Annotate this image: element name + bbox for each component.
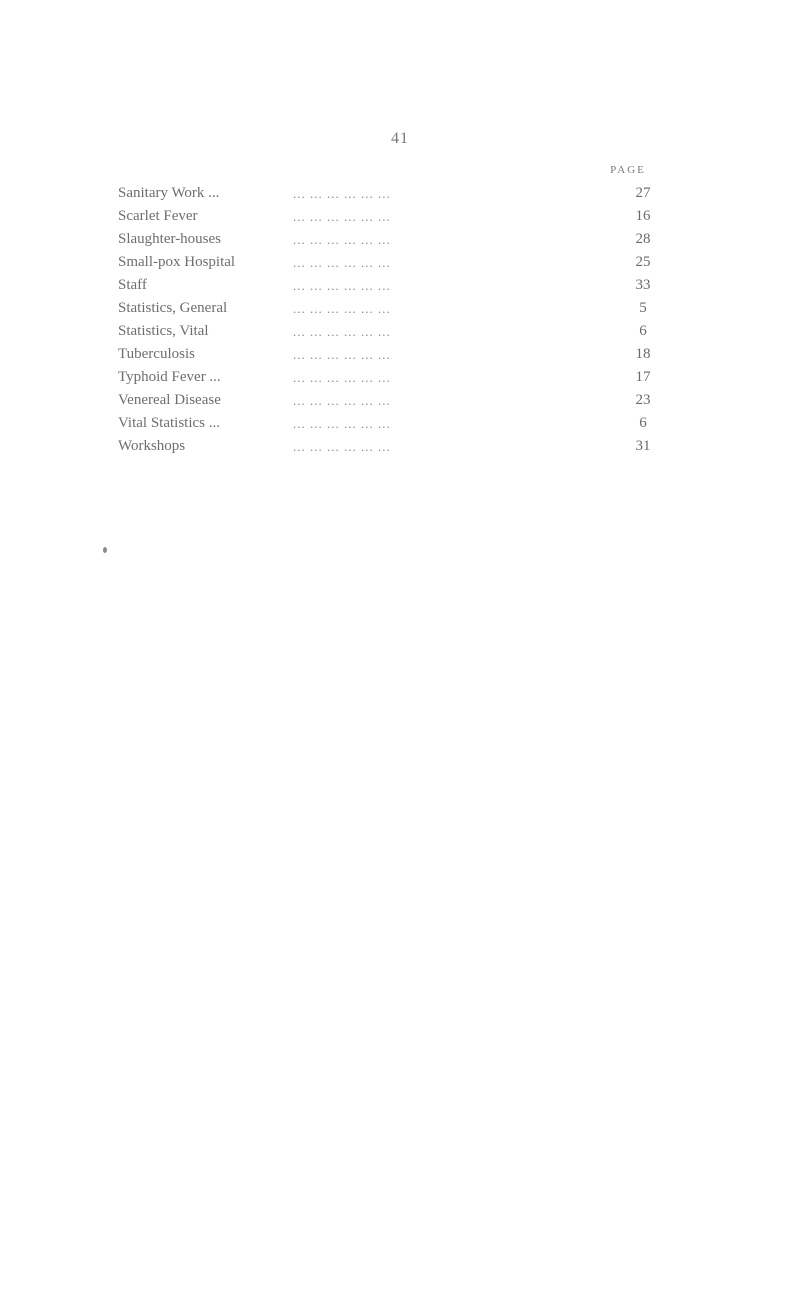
entry-label: Typhoid Fever ... — [118, 369, 221, 385]
dot-leader: ... ... ... ... ... ... — [293, 209, 391, 224]
index-list — [118, 182, 663, 458]
dot-leader: ... ... ... ... ... ... — [293, 393, 391, 408]
entry-label: Scarlet Fever — [118, 208, 198, 224]
entry-page-number: 17 — [635, 369, 651, 385]
page-number: 41 — [391, 130, 409, 147]
index-entry — [118, 182, 663, 205]
index-entry — [118, 251, 663, 274]
entry-label: Sanitary Work ... — [118, 185, 220, 201]
dot-leader: ... ... ... ... ... ... — [293, 278, 391, 293]
index-entry — [118, 366, 663, 389]
entry-page-number: 27 — [635, 185, 651, 201]
dot-leader: ... ... ... ... ... ... — [293, 370, 391, 385]
entry-label: Workshops — [118, 438, 186, 454]
entry-label: Statistics, General — [118, 300, 228, 316]
entry-label: Slaughter-houses — [118, 231, 222, 247]
index-entry — [118, 274, 663, 297]
index-entry — [118, 297, 663, 320]
entry-label: Vital Statistics ... — [118, 415, 221, 431]
entry-page-number: 6 — [639, 415, 647, 431]
ink-speck-mark — [103, 547, 107, 553]
entry-page-number: 31 — [635, 438, 651, 454]
entry-page-number: 33 — [635, 277, 651, 293]
entry-page-number: 18 — [635, 346, 651, 362]
entry-label: Staff — [118, 277, 147, 293]
entry-label: Small-pox Hospital — [118, 254, 236, 270]
page-column-header: PAGE — [610, 164, 646, 176]
dot-leader: ... ... ... ... ... ... — [293, 324, 391, 339]
entry-label: Tuberculosis — [118, 346, 195, 362]
entry-page-number: 28 — [635, 231, 651, 247]
dot-leader: ... ... ... ... ... ... — [293, 255, 391, 270]
index-entry — [118, 435, 663, 458]
dot-leader: ... ... ... ... ... ... — [293, 301, 391, 316]
index-entry — [118, 205, 663, 228]
dot-leader: ... ... ... ... ... ... — [293, 439, 391, 454]
index-entry — [118, 343, 663, 366]
dot-leader: ... ... ... ... ... ... — [293, 232, 391, 247]
index-entry — [118, 228, 663, 251]
entry-page-number: 23 — [635, 392, 651, 408]
entry-page-number: 5 — [639, 300, 647, 316]
dot-leader: ... ... ... ... ... ... — [293, 186, 391, 201]
entry-page-number: 25 — [635, 254, 651, 270]
dot-leader: ... ... ... ... ... ... — [293, 416, 391, 431]
index-entry — [118, 389, 663, 412]
entry-page-number: 6 — [639, 323, 647, 339]
entry-page-number: 16 — [635, 208, 651, 224]
dot-leader: ... ... ... ... ... ... — [293, 347, 391, 362]
index-entry — [118, 412, 663, 435]
entry-label: Venereal Disease — [118, 392, 221, 408]
index-entry — [118, 320, 663, 343]
entry-label: Statistics, Vital — [118, 323, 209, 339]
